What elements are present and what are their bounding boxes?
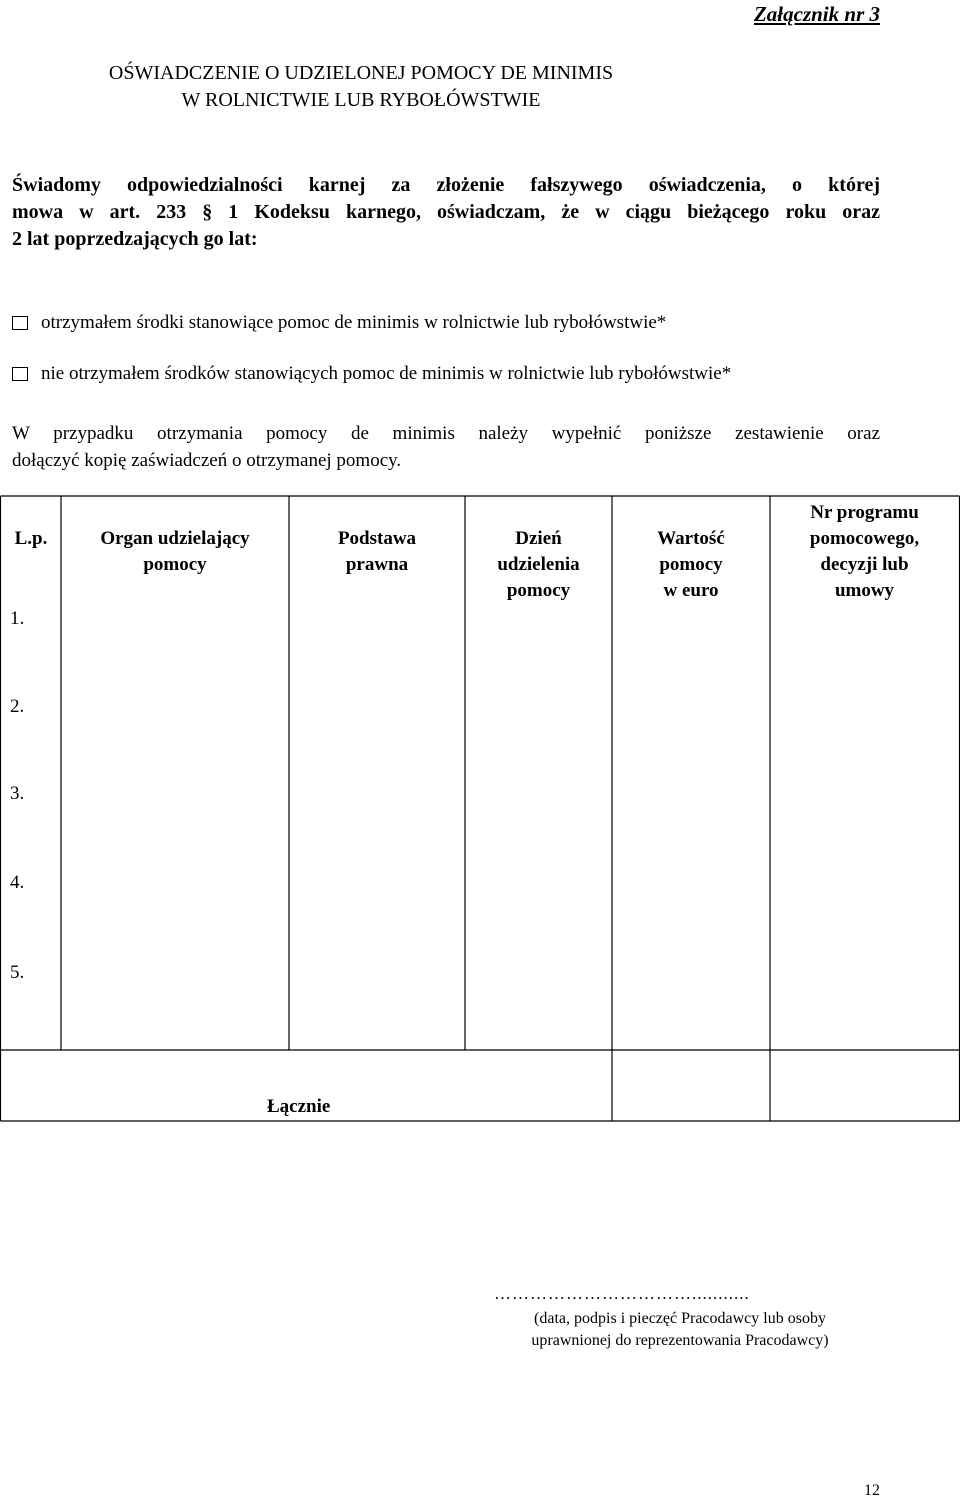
declaration-line: Świadomy odpowiedzialności karnej za złożenie fałszywego oświadczenia, o której xyxy=(12,174,880,196)
signature-caption xyxy=(480,1308,880,1352)
instructions-line: dołączyć kopię zaświadczeń o otrzymanej pomocy. xyxy=(12,450,402,471)
declaration-line: mowa w art. 233 § 1 Kodeksu karnego, oświadczam, że w ciągu bieżącego roku oraz xyxy=(12,201,880,223)
header-value-eur-line: pomocy xyxy=(659,554,723,575)
header-program-number-line: umowy xyxy=(834,580,895,601)
header-program-number-line: Nr programu xyxy=(810,502,919,523)
signature-caption-line: uprawnionej do reprezentowania Pracodawcy) xyxy=(531,1332,829,1349)
header-grant-date-line: udzielenia xyxy=(497,554,580,575)
header-grant-date-line: Dzień xyxy=(515,528,562,549)
header-lp-text: L.p. xyxy=(14,528,48,549)
header-organ-line: Organ udzielający xyxy=(100,528,250,549)
signature-caption-line: (data, podpis i pieczęć Pracodawcy lub osoby xyxy=(534,1310,826,1327)
row-number-3: 3. xyxy=(10,783,25,804)
header-organ xyxy=(61,526,289,578)
header-organ-line: pomocy xyxy=(143,554,207,575)
attachment-label: Załącznik nr 3 xyxy=(753,2,880,26)
row-number-1: 1. xyxy=(10,608,25,629)
option-label: nie otrzymałem środków stanowiących pomoc de minimis w rolnictwie lub rybołówstwie* xyxy=(41,363,732,384)
header-legal-basis-line: prawna xyxy=(345,554,409,575)
signature-dots: ……………………………........... xyxy=(494,1284,750,1303)
instructions-line: W przypadku otrzymania pomocy de minimis należy wypełnić poniższe zestawienie oraz xyxy=(12,423,880,444)
header-legal-basis-line: Podstawa xyxy=(337,528,417,549)
row-number-2: 2. xyxy=(10,696,25,717)
page-number: 12 xyxy=(864,1482,880,1499)
header-lp xyxy=(3,526,59,552)
row-number-4: 4. xyxy=(10,872,25,893)
header-value-eur xyxy=(612,526,770,604)
document-title: OŚWIADCZENIE O UDZIELONEJ POMOCY DE MINIMIS xyxy=(108,62,614,84)
option-label: otrzymałem środki stanowiące pomoc de minimis w rolnictwie lub rybołówstwie* xyxy=(41,312,667,333)
header-program-number-line: pomocowego, xyxy=(809,528,920,549)
row-number-5: 5. xyxy=(10,962,25,983)
declaration-line: 2 lat poprzedzających go lat: xyxy=(12,228,258,250)
header-legal-basis xyxy=(289,526,465,578)
document-subtitle: W ROLNICTWIE LUB RYBOŁÓWSTWIE xyxy=(181,89,541,111)
header-program-number-line: decyzji lub xyxy=(820,554,909,575)
header-grant-date-line: pomocy xyxy=(506,580,571,601)
total-label: Łącznie xyxy=(267,1096,331,1117)
header-grant-date xyxy=(465,526,612,604)
header-program-number xyxy=(770,500,959,604)
header-value-eur-line: w euro xyxy=(663,580,719,601)
header-value-eur-line: Wartość xyxy=(657,528,725,549)
